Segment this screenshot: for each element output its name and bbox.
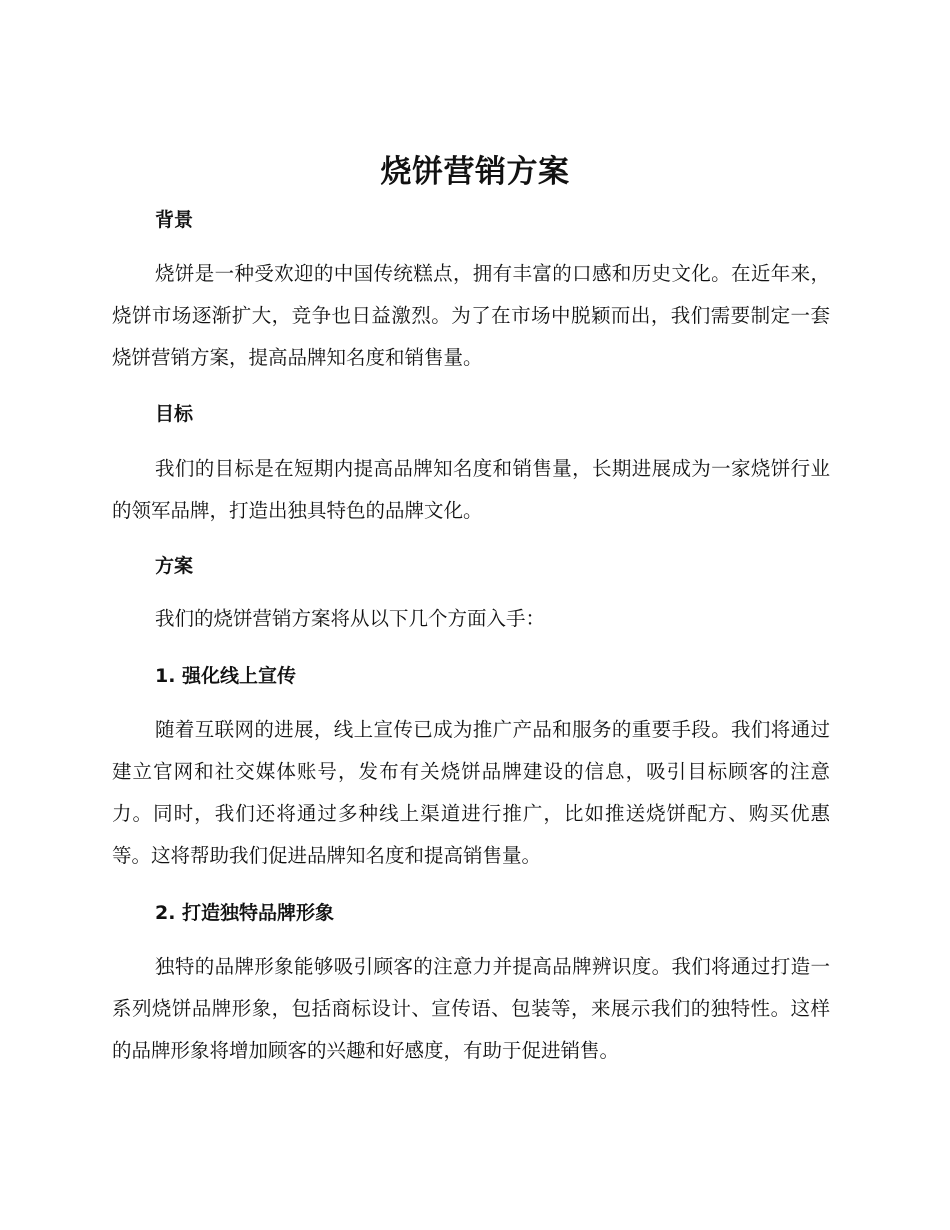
section-heading-plan: 方案 — [155, 555, 194, 577]
paragraph-background: 烧饼是一种受欢迎的中国传统糕点，拥有丰富的口感和历史文化。在近年来，烧饼市场逐渐扩大，竞争也日益激烈。为了在市场中脱颖而出，我们需要制定一套烧饼营销方案，提高品牌知名度和销售量。 — [112, 262, 830, 369]
paragraph-item2: 独特的品牌形象能够吸引顾客的注意力并提高品牌辨识度。我们将通过打造一系列烧饼品牌形象，包括商标设计、宣传语、包装等，来展示我们的独特性。这样的品牌形象将增加顾客的兴趣和好感度，有助于促进销售。 — [112, 955, 830, 1062]
section-heading-goal: 目标 — [155, 403, 194, 425]
section-heading-item2: 2. 打造独特品牌形象 — [155, 902, 335, 924]
document-title: 烧饼营销方案 — [380, 154, 570, 190]
paragraph-plan-intro: 我们的烧饼营销方案将从以下几个方面入手： — [155, 607, 546, 630]
section-heading-item1: 1. 强化线上宣传 — [155, 665, 297, 687]
paragraph-item1: 随着互联网的进展，线上宣传已成为推广产品和服务的重要手段。我们将通过建立官网和社交媒体账号，发布有关烧饼品牌建设的信息，吸引目标顾客的注意力。同时，我们还将通过多种线上渠道进行推广，比如推送烧饼配方、购买优惠等。这将帮助我们促进品牌知名度和提高销售量。 — [112, 718, 830, 867]
paragraph-goal: 我们的目标是在短期内提高品牌知名度和销售量，长期进展成为一家烧饼行业的领军品牌，打造出独具特色的品牌文化。 — [112, 457, 830, 522]
section-heading-background: 背景 — [155, 209, 194, 231]
